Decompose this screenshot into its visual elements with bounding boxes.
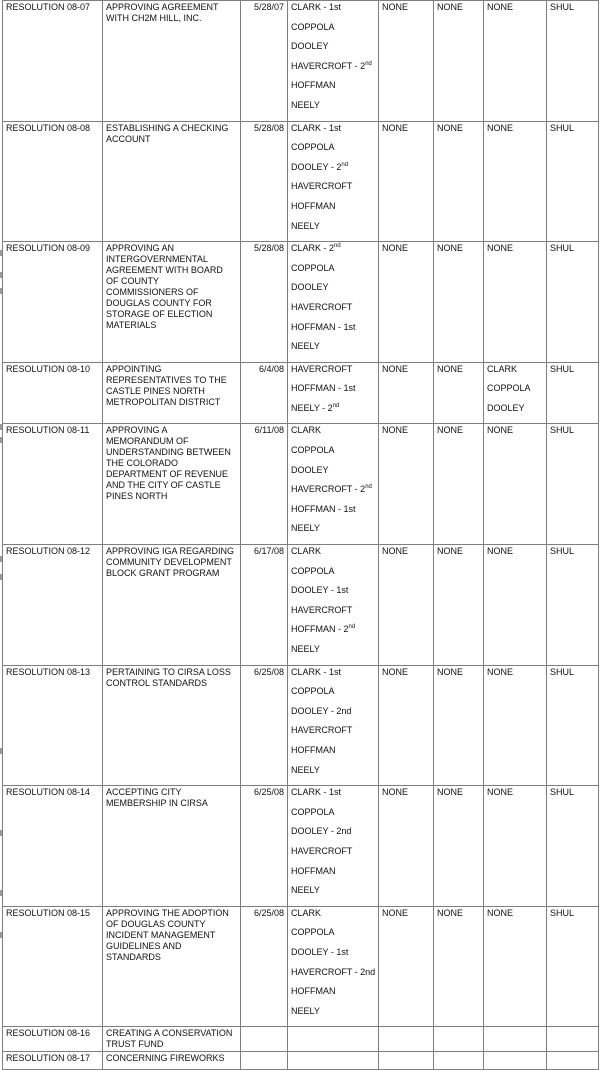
- council-member-name: COPPOLA: [291, 142, 335, 153]
- motion-votes: [288, 665, 379, 786]
- council-member: [291, 243, 375, 263]
- council-member: [291, 2, 375, 22]
- table-row: [3, 424, 599, 545]
- absent-member: NONE: [437, 363, 464, 374]
- absent-members: [434, 242, 484, 363]
- council-member: [291, 61, 375, 81]
- resolution-date: 6/4/08: [241, 362, 288, 424]
- council-member: [291, 667, 375, 687]
- resolution-number: RESOLUTION 08-08: [3, 121, 103, 242]
- council-member: [291, 465, 375, 485]
- signed-by: SHUL: [547, 786, 599, 907]
- abstaining-member: NONE: [487, 243, 514, 254]
- council-member-name: NEELY: [291, 341, 320, 352]
- resolution-date: 6/17/08: [241, 545, 288, 666]
- nay-votes: [379, 786, 434, 907]
- abstaining-member: NONE: [487, 787, 514, 798]
- council-member: [291, 181, 375, 201]
- council-member-name: CLARK: [291, 425, 322, 436]
- council-member: [291, 123, 375, 143]
- resolution-title: APPROVING THE ADOPTION OF DOUGLAS COUNTY INCIDENT MANAGEMENT GUIDELINES AND STANDARDS: [103, 906, 241, 1027]
- council-member: [291, 566, 375, 586]
- council-member-name: HAVERCROFT - 2: [291, 60, 366, 71]
- resolution-title: PERTAINING TO CIRSA LOSS CONTROL STANDARDS: [103, 665, 241, 786]
- council-member-name: HAVERCROFT: [291, 604, 353, 615]
- nay-vote: NONE: [382, 666, 409, 677]
- abstaining-member: NONE: [487, 546, 514, 557]
- signed-by: [547, 1052, 599, 1070]
- council-member: [291, 927, 375, 947]
- council-member: [291, 765, 375, 785]
- abstaining-member: CLARK: [487, 363, 518, 374]
- council-member: [291, 866, 375, 886]
- motion-votes: [288, 424, 379, 545]
- table-row: [3, 545, 599, 666]
- council-member-name: HOFFMAN - 2: [291, 624, 349, 635]
- council-member-name: HOFFMAN: [291, 744, 336, 755]
- council-member: [291, 322, 375, 342]
- council-member: [291, 80, 375, 100]
- council-member: [291, 605, 375, 625]
- council-member-name: CLARK - 2: [291, 243, 335, 254]
- council-member: [291, 986, 375, 1006]
- motion-votes: [288, 362, 379, 424]
- nay-vote: NONE: [382, 425, 409, 436]
- motion-votes: [288, 121, 379, 242]
- council-member: [291, 624, 375, 644]
- absent-member: NONE: [437, 243, 464, 254]
- council-member-name: NEELY: [291, 523, 320, 534]
- resolution-vote-table: [2, 0, 599, 1070]
- ordinal-suffix: nd: [365, 60, 372, 67]
- resolution-title: APPROVING IGA REGARDING COMMUNITY DEVELOPMENT BLOCK GRANT PROGRAM: [103, 545, 241, 666]
- nay-votes: [379, 1027, 434, 1052]
- table-row: [3, 665, 599, 786]
- absent-members: [434, 906, 484, 1027]
- council-member-name: COPPOLA: [291, 21, 335, 32]
- signed-by: SHUL: [547, 242, 599, 363]
- resolution-title: CREATING A CONSERVATION TRUST FUND: [103, 1027, 241, 1052]
- resolution-number: RESOLUTION 08-09: [3, 242, 103, 363]
- abstaining-member: NONE: [487, 907, 514, 918]
- resolution-date: 6/25/08: [241, 786, 288, 907]
- resolution-date: 5/28/08: [241, 242, 288, 363]
- council-member-name: DOOLEY: [291, 282, 329, 293]
- abstaining-member: DOOLEY: [487, 402, 525, 413]
- absent-members: [434, 121, 484, 242]
- council-member: [291, 546, 375, 566]
- council-member-name: HAVERCROFT: [291, 725, 353, 736]
- abstaining-members: [484, 1, 547, 122]
- council-member-name: DOOLEY - 2nd: [291, 826, 352, 837]
- absent-member: NONE: [437, 122, 464, 133]
- council-member-name: NEELY: [291, 885, 320, 896]
- council-member: [291, 364, 375, 384]
- resolution-date: [241, 1052, 288, 1070]
- council-member-name: HOFFMAN: [291, 200, 336, 211]
- council-member: [291, 585, 375, 605]
- signed-by: SHUL: [547, 362, 599, 424]
- council-member: [291, 341, 375, 361]
- motion-votes: [288, 1, 379, 122]
- abstaining-members: [484, 424, 547, 545]
- nay-votes: [379, 545, 434, 666]
- council-member-name: DOOLEY - 1st: [291, 585, 349, 596]
- council-member-name: HAVERCROFT - 2nd: [291, 966, 376, 977]
- ordinal-suffix: nd: [365, 484, 372, 491]
- resolution-title: ESTABLISHING A CHECKING ACCOUNT: [103, 121, 241, 242]
- resolution-date: [241, 1027, 288, 1052]
- council-member-name: DOOLEY - 1st: [291, 946, 349, 957]
- council-member: [291, 445, 375, 465]
- council-member: [291, 644, 375, 664]
- signed-by: [547, 1027, 599, 1052]
- council-member-name: HAVERCROFT: [291, 301, 353, 312]
- council-member: [291, 807, 375, 827]
- nay-votes: [379, 121, 434, 242]
- abstaining-members: [484, 545, 547, 666]
- motion-votes: [288, 906, 379, 1027]
- resolution-number: RESOLUTION 08-17: [3, 1052, 103, 1070]
- resolution-date: 6/11/08: [241, 424, 288, 545]
- abstaining-members: [484, 242, 547, 363]
- abstaining-members: [484, 786, 547, 907]
- absent-member: NONE: [437, 425, 464, 436]
- council-member-name: HOFFMAN: [291, 80, 336, 91]
- motion-votes: [288, 242, 379, 363]
- council-member-name: DOOLEY - 2: [291, 161, 342, 172]
- council-member: [291, 826, 375, 846]
- council-member: [291, 1006, 375, 1026]
- absent-member: NONE: [437, 2, 464, 12]
- council-member: [291, 787, 375, 807]
- table-row: [3, 242, 599, 363]
- nay-votes: [379, 1, 434, 122]
- nay-vote: NONE: [382, 363, 409, 374]
- council-member-name: CLARK - 1st: [291, 122, 342, 133]
- abstaining-members: [484, 362, 547, 424]
- motion-votes: [288, 545, 379, 666]
- table-row: [3, 1052, 599, 1070]
- council-member-name: HOFFMAN - 1st: [291, 321, 356, 332]
- council-member: [291, 22, 375, 42]
- council-member: [291, 201, 375, 221]
- council-member-name: HOFFMAN - 1st: [291, 383, 356, 394]
- council-member-name: CLARK: [291, 907, 322, 918]
- council-member: [291, 846, 375, 866]
- resolution-title: ACCEPTING CITY MEMBERSHIP IN CIRSA: [103, 786, 241, 907]
- council-member-name: NEELY: [291, 764, 320, 775]
- council-member: [291, 41, 375, 61]
- absent-members: [434, 362, 484, 424]
- absent-members: [434, 1052, 484, 1070]
- council-member: [291, 383, 375, 403]
- nay-votes: [379, 242, 434, 363]
- council-member: [291, 162, 375, 182]
- abstaining-member: NONE: [487, 666, 514, 677]
- council-member: [291, 484, 375, 504]
- signed-by: SHUL: [547, 545, 599, 666]
- council-member-name: HAVERCROFT: [291, 181, 353, 192]
- resolution-number: RESOLUTION 08-14: [3, 786, 103, 907]
- table-row: [3, 121, 599, 242]
- motion-votes: [288, 1027, 379, 1052]
- council-member-name: COPPOLA: [291, 565, 335, 576]
- resolution-number: RESOLUTION 08-10: [3, 362, 103, 424]
- council-member: [291, 885, 375, 905]
- council-member-name: COPPOLA: [291, 445, 335, 456]
- abstaining-members: [484, 665, 547, 786]
- signed-by: SHUL: [547, 424, 599, 545]
- resolution-title: APPROVING A MEMORANDUM OF UNDERSTANDING BETWEEN THE COLORADO DEPARTMENT OF REVENUE AND THE CITY OF CASTLE PINES NORTH: [103, 424, 241, 545]
- absent-members: [434, 545, 484, 666]
- table-row: [3, 906, 599, 1027]
- council-member: [291, 523, 375, 543]
- council-member-name: CLARK - 1st: [291, 666, 342, 677]
- abstaining-member: NONE: [487, 122, 514, 133]
- absent-members: [434, 786, 484, 907]
- absent-member: NONE: [437, 787, 464, 798]
- table-row: [3, 1027, 599, 1052]
- signed-by: SHUL: [547, 665, 599, 786]
- council-member-name: COPPOLA: [291, 262, 335, 273]
- resolution-title: APPOINTING REPRESENTATIVES TO THE CASTLE PINES NORTH METROPOLITAN DISTRICT: [103, 362, 241, 424]
- resolution-number: RESOLUTION 08-12: [3, 545, 103, 666]
- resolution-date: 5/28/07: [241, 1, 288, 122]
- council-member-name: HAVERCROFT: [291, 363, 353, 374]
- nay-votes: [379, 424, 434, 545]
- council-member-name: NEELY: [291, 644, 320, 654]
- resolution-number: RESOLUTION 08-11: [3, 424, 103, 545]
- council-member-name: CLARK - 1st: [291, 2, 342, 12]
- council-member-name: CLARK: [291, 546, 322, 557]
- abstaining-members: [484, 1027, 547, 1052]
- absent-members: [434, 665, 484, 786]
- council-member: [291, 100, 375, 120]
- council-member-name: NEELY - 2: [291, 402, 333, 413]
- nay-vote: NONE: [382, 122, 409, 133]
- council-member-name: CLARK - 1st: [291, 787, 342, 798]
- resolution-date: 5/28/08: [241, 121, 288, 242]
- council-member-name: DOOLEY: [291, 41, 329, 52]
- nay-votes: [379, 362, 434, 424]
- resolution-title: CONCERNING FIREWORKS: [103, 1052, 241, 1070]
- resolution-number: RESOLUTION 08-15: [3, 906, 103, 1027]
- abstaining-member: COPPOLA: [487, 383, 531, 394]
- council-member-name: COPPOLA: [291, 686, 335, 697]
- ordinal-suffix: nd: [332, 402, 340, 409]
- council-member-name: HOFFMAN: [291, 986, 336, 997]
- motion-votes: [288, 1052, 379, 1070]
- table-body: [3, 1, 599, 1070]
- absent-member: NONE: [437, 666, 464, 677]
- council-member: [291, 302, 375, 322]
- council-member: [291, 725, 375, 745]
- council-member-name: NEELY: [291, 1005, 320, 1016]
- signed-by: SHUL: [547, 1, 599, 122]
- absent-member: NONE: [437, 546, 464, 557]
- council-member: [291, 403, 375, 423]
- council-member-name: COPPOLA: [291, 806, 335, 817]
- council-member: [291, 967, 375, 987]
- council-member-name: DOOLEY - 2nd: [291, 705, 352, 716]
- nay-vote: NONE: [382, 243, 409, 254]
- table-row: [3, 786, 599, 907]
- nay-votes: [379, 906, 434, 1027]
- nay-vote: NONE: [382, 2, 409, 12]
- nay-vote: NONE: [382, 787, 409, 798]
- council-member-name: HOFFMAN: [291, 865, 336, 876]
- council-member-name: NEELY: [291, 220, 320, 231]
- council-member: [291, 908, 375, 928]
- council-member-name: DOOLEY: [291, 464, 329, 475]
- council-member: [291, 745, 375, 765]
- signed-by: SHUL: [547, 906, 599, 1027]
- resolution-number: RESOLUTION 08-16: [3, 1027, 103, 1052]
- council-member-name: HAVERCROFT: [291, 845, 353, 856]
- signed-by: SHUL: [547, 121, 599, 242]
- nay-votes: [379, 1052, 434, 1070]
- abstaining-members: [484, 121, 547, 242]
- resolution-title: APPROVING AGREEMENT WITH CH2M HILL, INC.: [103, 1, 241, 122]
- council-member: [291, 504, 375, 524]
- resolution-number: RESOLUTION 08-13: [3, 665, 103, 786]
- resolution-date: 6/25/08: [241, 665, 288, 786]
- council-member: [291, 706, 375, 726]
- table-row: [3, 362, 599, 424]
- absent-members: [434, 1027, 484, 1052]
- motion-votes: [288, 786, 379, 907]
- council-member: [291, 947, 375, 967]
- absent-members: [434, 1, 484, 122]
- resolution-date: 6/25/08: [241, 906, 288, 1027]
- nay-vote: NONE: [382, 546, 409, 557]
- absent-members: [434, 424, 484, 545]
- council-member: [291, 142, 375, 162]
- council-member-name: HOFFMAN - 1st: [291, 503, 356, 514]
- resolution-title: APPROVING AN INTERGOVERNMENTAL AGREEMENT WITH BOARD OF COUNTY COMMISSIONERS OF DOUGLAS COUNTY FOR STORAGE OF ELECTION MATERIALS: [103, 242, 241, 363]
- abstaining-member: NONE: [487, 2, 514, 12]
- ordinal-suffix: nd: [334, 243, 341, 250]
- council-member-name: HAVERCROFT - 2: [291, 484, 366, 495]
- table-row: [3, 1, 599, 122]
- abstaining-members: [484, 1052, 547, 1070]
- absent-member: NONE: [437, 907, 464, 918]
- council-member: [291, 686, 375, 706]
- resolution-number: RESOLUTION 08-07: [3, 1, 103, 122]
- abstaining-member: NONE: [487, 425, 514, 436]
- abstaining-members: [484, 906, 547, 1027]
- ordinal-suffix: nd: [341, 161, 349, 168]
- council-member: [291, 282, 375, 302]
- nay-votes: [379, 665, 434, 786]
- council-member: [291, 425, 375, 445]
- ordinal-suffix: nd: [348, 624, 356, 631]
- council-member-name: NEELY: [291, 99, 320, 110]
- council-member-name: COPPOLA: [291, 927, 335, 938]
- council-member: [291, 221, 375, 241]
- nay-vote: NONE: [382, 907, 409, 918]
- council-member: [291, 263, 375, 283]
